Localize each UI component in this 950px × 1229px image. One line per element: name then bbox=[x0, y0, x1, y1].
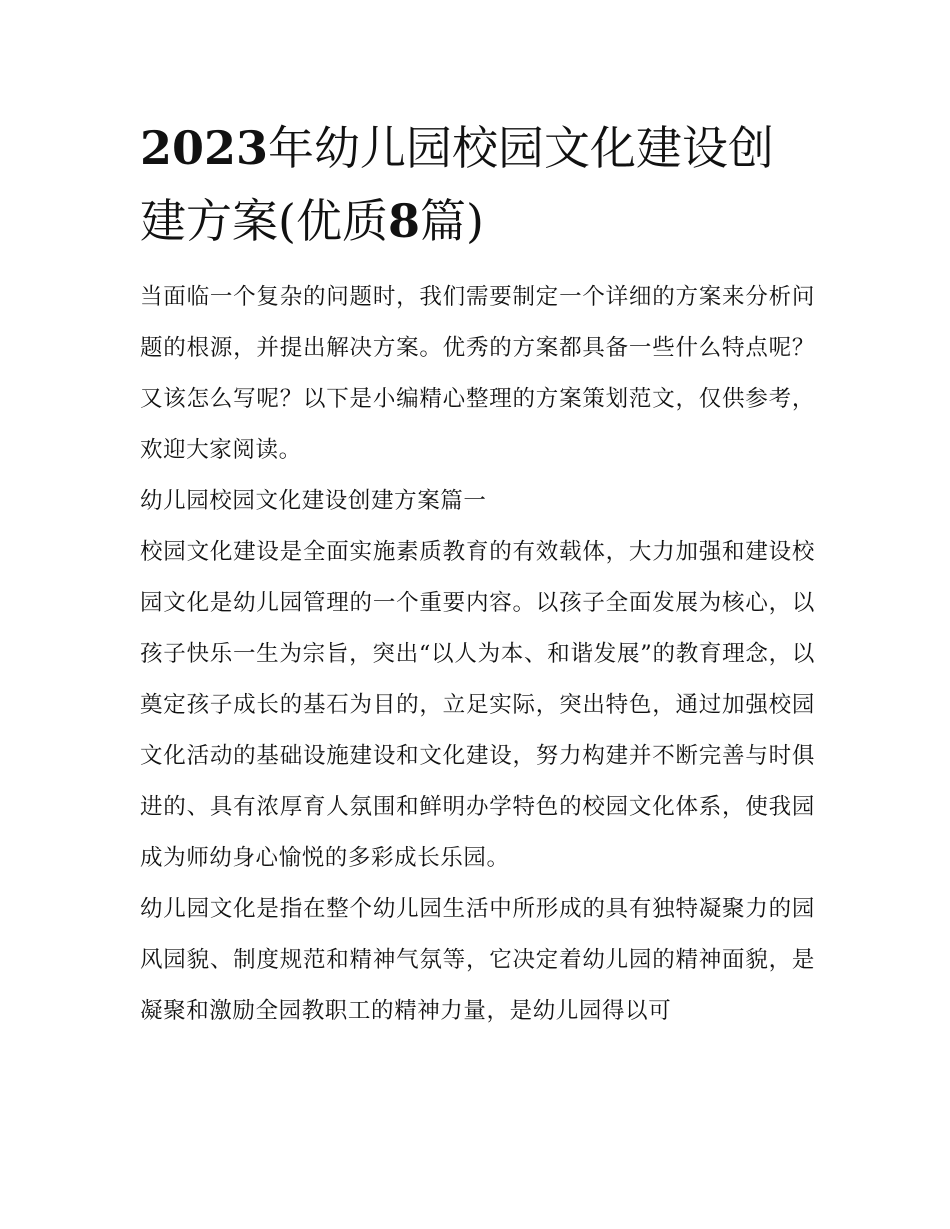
body-paragraph-1: 校园文化建设是全面实施素质教育的有效载体，大力加强和建设校园文化是幼儿园管理的一个重要内容。以孩子全面发展为核心，以孩子快乐一生为宗旨，突出“以人为本、和谐发展”的教育理念，以奠定孩子成长的基石为目的，立足实际，突出特色，通过加强校园文化活动的基础设施建设和文化建设，努力构建并不断完善与时俱进的、具有浓厚育人氛围和鲜明办学特色的校园文化体系，使我园成为师幼身心愉悦的多彩成长乐园。 bbox=[140, 539, 815, 871]
title-text-a: 年幼儿园校园文化建设创建方案(优质 bbox=[140, 121, 775, 248]
document-title bbox=[140, 112, 815, 258]
title-year: 2023 bbox=[140, 121, 269, 175]
section-heading: 幼儿园校园文化建设创建方案篇一 bbox=[140, 488, 487, 514]
title-count: 8 bbox=[387, 194, 420, 248]
intro-paragraph: 当面临一个复杂的问题时，我们需要制定一个详细的方案来分析问题的根源，并提出解决方案。优秀的方案都具备一些什么特点呢？又该怎么写呢？以下是小编精心整理的方案策划范文，仅供参考，欢迎大家阅读。 bbox=[140, 284, 815, 463]
title-text-b: 篇) bbox=[419, 194, 484, 248]
document-page bbox=[140, 112, 815, 1037]
body-paragraph-2: 幼儿园文化是指在整个幼儿园生活中所形成的具有独特凝聚力的园风园貌、制度规范和精神气氛等，它决定着幼儿园的精神面貌，是凝聚和激励全园教职工的精神力量，是幼儿园得以可 bbox=[140, 896, 815, 1024]
